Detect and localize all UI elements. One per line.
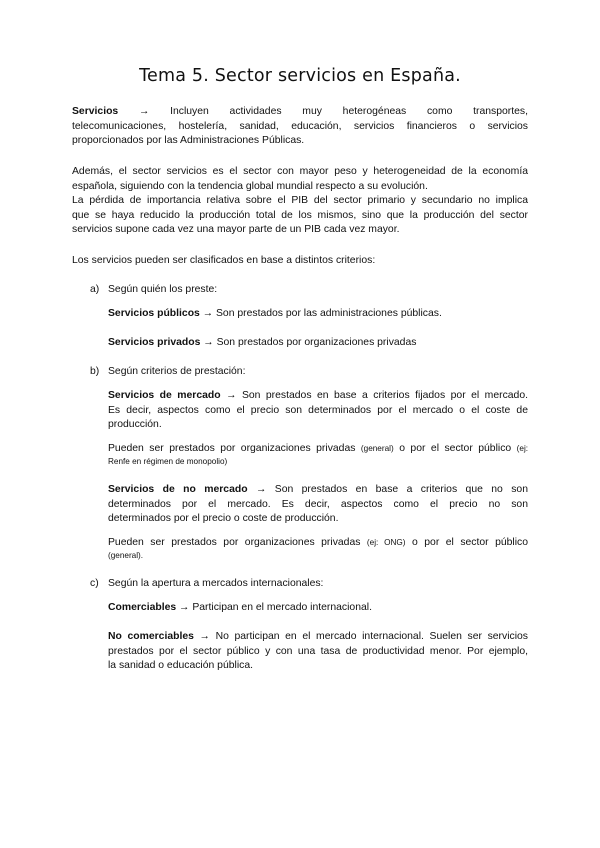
tradable-services xyxy=(108,601,528,616)
market-line-1 xyxy=(108,389,528,404)
non-market-line-3: determinados por el precio o coste de producción. xyxy=(108,513,339,525)
non-tradable-line-3: la sanidad o educación pública. xyxy=(108,660,253,672)
market-services xyxy=(108,389,528,433)
non-market-note xyxy=(108,536,528,562)
intro-line-2: telecomunicaciones, hostelería, sanidad, educación, servicios financieros o servicios xyxy=(72,120,528,132)
intro-text: Incluyen actividades muy heterogéneas como transportes, xyxy=(170,106,528,117)
non-tradable-line-2: prestados por el sector público y con una tasa de productividad menor. Por ejemplo, xyxy=(108,645,528,657)
public-services-text: → Son prestados por las administraciones públicas. xyxy=(202,308,442,319)
non-tradable-line-1-text: → No participan en el mercado internacional. Suelen ser servicios xyxy=(199,631,528,642)
private-services xyxy=(108,336,528,351)
non-market-note-example: (ej: ONG) xyxy=(366,538,406,547)
list-label-b: Según criterios de prestación: xyxy=(108,366,246,377)
market-note-example: (ej: xyxy=(516,444,529,453)
intro-line-1 xyxy=(72,105,528,120)
list-label-a: Según quién los preste: xyxy=(108,284,218,295)
non-market-services-term: Servicios de no mercado xyxy=(108,484,248,495)
list-letter-a: a) xyxy=(90,284,100,295)
non-tradable-term: No comerciables xyxy=(108,631,194,642)
list-item-b-label xyxy=(90,365,245,380)
market-note-text-a: Pueden ser prestados por organizaciones privadas xyxy=(108,443,356,454)
intro-line-3: proporcionados por las Administraciones Públicas. xyxy=(72,135,305,147)
non-market-note-text-a: Pueden ser prestados por organizaciones privadas xyxy=(108,537,361,548)
market-note-text-b: o por el sector público xyxy=(399,443,512,454)
private-services-term: Servicios privados xyxy=(108,337,201,348)
list-item-c-label xyxy=(90,577,323,592)
non-market-note-text-b: o por el sector público xyxy=(412,537,529,548)
criteria-intro xyxy=(72,254,528,269)
non-market-note-line-2: (general). xyxy=(108,551,144,560)
market-services-term: Servicios de mercado xyxy=(108,390,221,401)
economy-paragraph xyxy=(72,165,528,238)
public-services xyxy=(108,307,528,322)
market-line-1-text: → Son prestados en base a criterios fijados por el mercado. xyxy=(226,390,528,401)
intro-arrow: → xyxy=(138,106,150,117)
non-tradable-line-1 xyxy=(108,630,528,645)
economy-line-2: española, siguiendo con la tendencia global mundial respecto a su evolución. xyxy=(72,180,428,192)
non-market-line-1 xyxy=(108,483,528,498)
economy-line-3: La pérdida de importancia relativa sobre el PIB del sector primario y secundario no implica xyxy=(72,195,528,207)
intro-term: Servicios xyxy=(72,106,119,117)
page-title: Tema 5. Sector servicios en España. xyxy=(139,66,461,86)
market-note xyxy=(108,442,528,468)
market-note-line-2: Renfe en régimen de monopolio) xyxy=(108,457,228,466)
market-note-general: (general) xyxy=(360,444,394,453)
list-label-c: Según la apertura a mercados internacionales: xyxy=(108,578,324,589)
non-market-services xyxy=(108,483,528,527)
list-letter-c: c) xyxy=(90,578,99,589)
market-line-3: producción. xyxy=(108,419,162,431)
private-services-text: → Son prestados por organizaciones privadas xyxy=(203,337,417,348)
list-item-a-label xyxy=(90,283,217,298)
non-market-note-line-1 xyxy=(108,536,528,549)
intro-paragraph xyxy=(72,105,528,149)
list-letter-b: b) xyxy=(90,366,100,377)
non-tradable-services xyxy=(108,630,528,674)
tradable-term: Comerciables xyxy=(108,602,177,613)
market-note-line-1 xyxy=(108,442,528,455)
tradable-text: → Participan en el mercado internacional. xyxy=(179,602,372,613)
market-line-2: Es decir, aspectos como el precio son determinados por el mercado o el coste de xyxy=(108,404,528,416)
economy-line-1: Además, el sector servicios es el sector con mayor peso y heterogeneidad de la economía xyxy=(72,166,528,177)
economy-line-4: que se haya reducido la producción total de los mismos, sino que la producción del sector xyxy=(72,209,528,221)
economy-line-5: servicios supone cada vez una mayor parte de un PIB cada vez mayor. xyxy=(72,224,400,236)
public-services-term: Servicios públicos xyxy=(108,308,200,319)
non-market-line-2: determinados por el mercado. Es decir, aspectos como el precio no son xyxy=(108,498,528,510)
criteria-intro-text: Los servicios pueden ser clasificados en base a distintos criterios: xyxy=(72,255,376,266)
non-market-line-1-text: → Son prestados en base a criterios que no son xyxy=(255,484,528,495)
